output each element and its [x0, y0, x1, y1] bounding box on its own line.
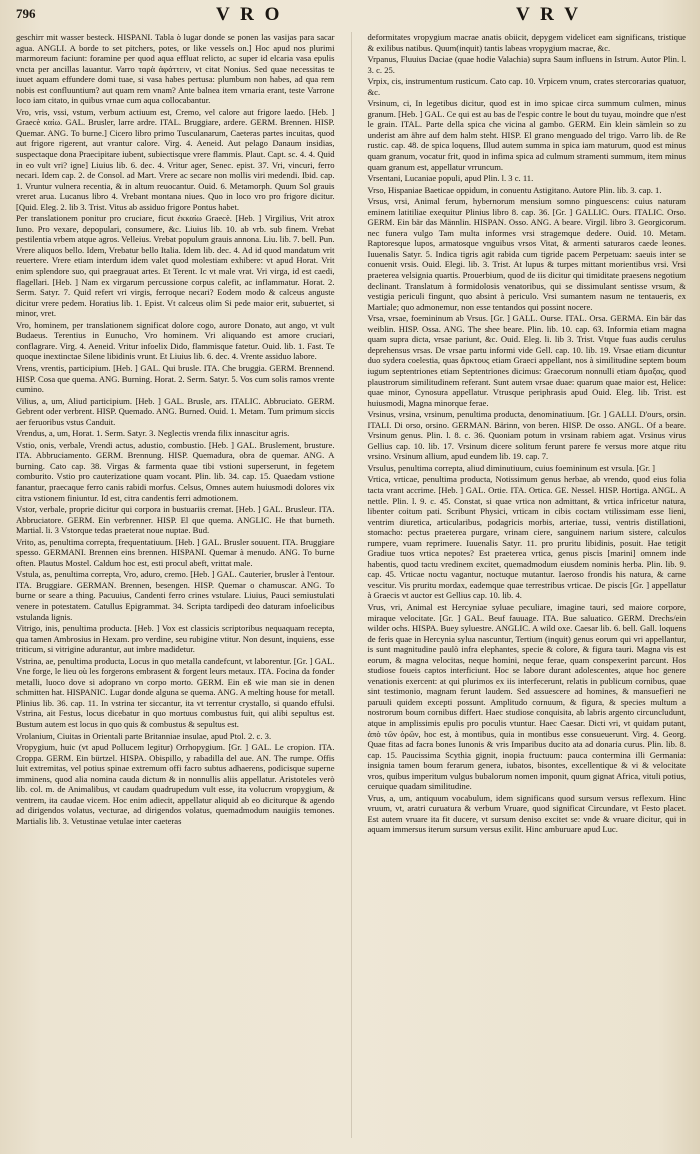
dictionary-entry: Vrsentani, Lucaniae populi, apud Plin. l. 3 c. 11.	[367, 173, 534, 184]
column-divider	[351, 32, 352, 1138]
right-column	[367, 32, 686, 1138]
page-header	[16, 6, 686, 32]
dictionary-entry: Per translationem ponitur pro cruciare, ficut ἐκκαίω Graecè. [Heb. ] Virgilius, Vrit atrox Iuno. Pro vexare, depopulari, consumere, &c. Liuius lib. 10. ab vrb. sub finem. Vrebat pestilentia vrbem atque agros. Velleius. Vrebat populum grauis annona. Liu. lib. 7. bell. Pun. Vrere aliquos bello. Idem, Vrebatur bello Italia. Idem lib. dec. 4. Ad id quod mandatum vrit reuertere. Vrere etiam interdum idem valet quod molestiam exhibere: vt apud Horat. Vrit enim splendore suo, qui praegrauat artes. Et Terent. Ic vt male vrat. Vri virga, id est caedi, flagellari. [Heb. ] Nam ex virgarum percussione corpus calefit, ac inflammatur. Horat. 2. Serm. Satyr. 7. Quid refert vri virgis, ferroque necari? Eodem modo & calceus anguste dicitur vrere pedem. Horatius lib. 1. Epist. Vt calceus olim Si pede maior erit, subuertet, si minor, vret.	[16, 213, 335, 319]
left-column	[16, 32, 335, 1138]
dictionary-entry: Vrendus, a, um, Horat. 1. Serm. Satyr. 3. Neglectis vrenda filix innascitur agris.	[16, 428, 290, 439]
dictionary-entry: Vrsulus, penultima correpta, aliud diminutiuum, cuius foemininum est vrsula. [Gr. ]	[367, 462, 656, 473]
dictionary-entry: Vitrigo, inis, penultima producta. [Heb. ] Vox est classicis scriptoribus nequaquam recepta, qua tamen Ambrosius in Hexam. pro verdine, seu rubigine vtitur. Non desunt, inquiens, esse triticum, si vitrigine adurantur, aut imbre madidetur.	[16, 623, 335, 655]
dictionary-entry: Vstor, verbale, proprie dicitur qui corpora in bustuariis cremat. [Heb. ] GAL. Brusleur. ITA. Abbruciatore. GERM. Ein verbrenner. HISP. El que quema. ANGLIC. He that burneth. Martial. li. 3 Vstorque tedas praeterat noue nuptae. Bud.	[16, 504, 335, 536]
dictionary-entry: Vrpanus, Fluuius Daciae (quae hodie Valachia) supra Saum influens in Istrum. Autor Plin. l. 3. c. 25.	[367, 54, 686, 75]
dictionary-entry: Vrsinus, vrsina, vrsinum, penultima producta, denominatiuum. [Gr. ] GALLI. D'ours, orsin. ITALI. Di orso, orsino. GERMAN. Bärinn, von beren. HISP. De osso. ANGL. Of a beare. Vrsinum genus. Plin. l. 8. c. 36. Quoniam potum in vrsinam rabiem agat. Vrsinus virus Gellius cap. 10. lib. 17. Vrsinum dicere solitum ferunt parere fe versus more atque ritu vrsino. Vrsinum allium, apud eundem lib. 19. cap. 7.	[367, 409, 686, 462]
dictionary-entry: Vro, hominem, per translationem significat dolore cogo, aurore Donato, aut ango, vt vult Budaeus. Terentius in Eunucho, Vro hominem. Vri aliquando est amore cruciari, conflagrare. Virg. 4. Aeneid. Vritur infoelix Dido, flammisque fatetur. Ouid. lib. 1. Fast. Te quoque inextinctae Silene libidinis vrunt. Et Liuius lib. 6. dec. 4. Vrente assiduo labore.	[16, 319, 335, 362]
dictionary-entry: Vrens, vrentis, participium. [Heb. ] GAL. Qui brusle. ITA. Che bruggia. GERM. Brennend. HISP. Cosa que quema. ANG. Burning. Horat. 2. Serm. Satyr. 5. Vos cum solis ramos vrente cumino.	[16, 362, 335, 395]
dictionary-entry: Vrso, Hispaniae Baeticae oppidum, in conuentu Astigitano. Autore Plin. lib. 3. cap. 1.	[367, 184, 662, 195]
dictionary-entry: Vrtica, vrticae, penultima producta, Notissimum genus herbae, ab vrendo, quod eius folia tacta vrant accrime. [Heb. ] GAL. Ortie. ITA. Ortica. GE. Nessel. HISP. Hortiga. ANGL. A nettle. Plin. l. 9. c. 45. Constat, si quae vrtica non admittant, & vrtica infricetur natura, libenter coitum pati. Scribunt Physici, vrticam in cibis coctam vtilissimam esse lieni, ventrim diuretica, articularibus, podagricis morbis, arteriae, tussi, ventris distillationi, stomacho: pectus praeterea purgare, vrinam ciere, sanguinem narium sistere, calculos rumpere, vuam reprimere. Iuuenalis Satyr. 11. pro pruritu libidinis, posuit. Hae tetigit Gradiue tuos vrtica nepotes? Est praeterea vrtica, genus piscis [marini] omnem inde habentis, quod tactu vredinem excitet, quemadmodum eiusdem nominis herba. Plin. lib. 9. cap. 45. Vrticae noctu vagantur, noctuque mutantur. Iaeroso frondis his natura, & carne vescitur. Vis pruritu mordax, eademque quae terrestribus vrticae. De piscis [Gr. ] appellatur à Graecis vt auctor est Gellius cap. 10. lib. 4.	[367, 474, 686, 601]
dictionary-entry: geschirr mit wasser besteck. HISPANI. Tabla ò lugar donde se ponen las vasijas para sacar agua. ANGLI. A borde to set pitchers, potes, or like vessels on.] Hoc apud nos plurimi marmoreum faciunt: foramine per quod aqua effluat relicto, ac super id elcaria vasa epulis vncta per ancillas lauantur. Varro ταρὰ ἀφάττειν, vt citat Nonius. Sed quae necessitas te iuuet aquam effundere domi tuae, si vasa habes pertusa: plumbum non habes, ad qua rem nobis est confluuntium? aut quam rem vnam? Ante balnea item vrnaria erant, teste Varrone loco iam citato, in quibus vrnae cum aqua collocabantur.	[16, 32, 335, 106]
dictionary-entry: Vrolanium, Ciuitas in Orientali parte Britanniae insulae, apud Ptol. 2. c. 3.	[16, 730, 272, 741]
dictionary-entry: Vrsa, vrsae, foemininum ab Vrsus. [Gr. ] GALL. Ourse. ITAL. Orsa. GERMA. Ein bär das weiblin. HISP. Ossa. ANG. The shee beare. Plin. lib. 10. cap. 63. Informia etiam magna quam supra dicta, vrsae pariunt, &c. Ouid. Eleg. li. lib 3. Trist. Vtque fuas audis cerulus deprehensus vrsas. De vrsae partu informi vide Gell. cap. 10. lib. 19. Vrsae etiam dicuntur duo sydera coelestia, quas ἄρκτους etiam Graeci appellant, nos à similitudine septem boum iugum septentriones etiam Septentriones dicimus: Graecorum nonnulli etiam ἅμαξας, quod plaustrorum similitudinem referant. Sunt autem vrsae duae: quarum quae maior est, Helice: quae minor, Cynosura appellatur. Vtrusque periphrasis apud Ouid. Eleg. lib. Trist. est huiusmodi, Magna minorque ferae.	[367, 313, 686, 408]
dictionary-entry: Vrus, a, um, antiquum vocabulum, idem significans quod sursum versus reflexum. Hinc vruum, vt, aratri curuatura & verbum Vruare, quod significat Circundare, vt Festo placet. Est autem vruare ita fit ducere, vt sursum deniso excitet se: vnde & vruare dicitur, qui in aquam immersus iterum sursum versus exilit. Hinc amburuare apud Luc.	[367, 792, 686, 835]
dictionary-entry: Vro, vris, vssi, vstum, verbum actiuum est, Cremo, vel calore aut frigore laedo. [Heb. ] Graecè καίω. GAL. Brusler, larre ardre. ITAL. Bruggiare, ardere. GERM. Brennen. HISP. Quemar. ANG. To burne.] Cicero libro primo Tusculanarum, Caeteras partes incuitas, quod aut frigore rigerent, aut vrantur calore. Virg. 4. Aeneid. Aut pelago Danaum insidias, suspectaque dona Praecipitare iubent, subiectisque vrere flammis. Plaut. Capt. sc. 4. 4. Quid in eo vult vri? igne] Liuius lib. 6. dec. 4. Vritur ager, Senec. epist. 37. Vri, vincuri, ferro necari. Idem cap. 2. de Consol. ad Mart. Vrere ac secare non mollis viri medendi. Ibid. cap. 1. Vruntur vulnera recentia, & in altum reuocantur. Ouid. 6. Metamorph. Quum Sol grauis vreret arua. Lucanus libro 4. Vrebant montana niues. Quo in loco vro pro frigore dicitur. [Quid. Eleg. 2. lib 3. Trist. Vitus ab assiduo frigore Pontus habet.	[16, 106, 335, 212]
dictionary-entry: Vrus, vri, Animal est Hercyniae syluae peculiare, imagine tauri, sed maiore corpore, miraque velocitate. [Gr. ] GAL. Beuf fauuage. ITA. Bue saluatico. GERM. Drechs/ein wilder ochs. HISPA. Buey syluestre. ANGLIC. A wild oxe. Caesar lib. 6. bell. Gall. loquens de feris quae in Hercynia sylua nascuntur, Tertium (inquit) genus eorum qui vri appellantur, is sunt magnitudine paulò infra elephantes, specie & colore, & figura tauri. Magna vis est eorum, & magna velocitas, neque homini, neque ferae, quam conspexerint parcunt. Hos studiose foueis captos interficiunt. Hoc se labore durant adolescentes, atque hoc genere venationis exercent: at qui plurimos ex iis interfecerunt, relatis in publicum cornibus, quae sint testimonio, magnam ferunt laudem. Sed assuescere ad homines, & mansuefieri ne paruuli quidem excepti possunt. Amplitudo cornuum, & figura, & species multum a nostrorum boum cornibus differt. Haec studiose conquisita, ab labris argento circuncludunt, atque in amplissimis epulis pro poculis vtuntur. Haec Caesar. Dicti vri, vt quidam putant, ἀπὸ τῶν ὀρῶν, hoc est, à montibus, quia in montibus esse consueuerunt. Virg. 4. Georg. Quae fitas ad facra bones Iunonis & vris Imparibus ducito ata ad donaria curus. Plin. lib. 8. cap. 15. Paucissima Scythia gignit, inopia fructuum: pauca contermina illi Germania: insignia tamen boum ferarum genera, iubatos, bisontes, excellentique & vi & velocitate vros, quibus imperitum vulgus bubalorum nomen imponit, quum gignat Africa, vituli potius, ceruique quadam similitudine.	[367, 601, 686, 792]
dictionary-entry: Vstula, as, penultima correpta, Vro, aduro, cremo. [Heb. ] GAL. Cauterier, brusler à l'entour. ITA. Bruggiare. GERMAN. Brennen, besengen. HISP. Quemar o chamuscar. ANG. To burne or seare a thing. Pacuuius, Candenti ferro crines vstulare. Liuius, Pauci semiustulati venere in potestatem. Catullus Epigrammat. 34. Scripta tardipedi deo daturam infoelicibus vstulanda lignis.	[16, 569, 335, 622]
dictionary-entry: Vrito, as, penultima correpta, frequentatiuum. [Heb. ] GAL. Brusler souuent. ITA. Bruggiare spesso. GERMANI. Brennen eins brennen. HISPANI. Quemar à menudo. ANG. To burne often. Plautus Mostel. Caldum hoc est, esti procul abeft, vrittat male.	[16, 536, 335, 568]
text-columns	[16, 32, 686, 1138]
dictionary-entry: Vropygium, huic (vt apud Pollucem legitur) Orrhopygium. [Gr. ] GAL. Le cropion. ITA. Croppa. GERM. Ein bürtzel. HISPA. Obispillo, y rabadilla del aue. AN. The rumpe. Offis luit extremitas, vel potius spinae extremum offi facro subtus adhaerens, podicisque superne imminens, quod alia nomina cauda dictum & in nonnullis aliis appellatur. Aristoteles verò lib. col. m. de Animalibus, vt caudam quadrupedum vult esse, ita volucrum vropygium, & ventrem, ita caudae vicem. Hoc enim adiecit, appellatur aliquid ab eo diciturque & agendo ad dirigendos volatus, vecturae, ad dirigendos volatus, quemadmodum nauigiis temones. Martialis lib. 3. Vetustinae vetulae inter caeteras	[16, 742, 335, 826]
dictionary-entry: Vstrina, ae, penultima producta, Locus in quo metalla candefcunt, vt laborentur. [Gr. ] GAL. Vne forge, le lieu où les forgerons embrasent & forgent leurs metaux. ITA. Focina da fonder metalli, luoco dove si adoprano vn corpo morto. GERM. Ein eß wie man sie in denen schmitten hat. HISPANIC. Lugar donde alguna se quema. ANG. A melting house for metall. Plinius lib. 36. cap. 11. In vstrina ter siccantur, ita vt terrentur crystallo, si quando effulsi. Vstrina, ait Festus, locus dicebatur in quo mortuus combustus fuit, qui alibi sepultus est. Bustum autem est locus in quo quis & combustus & sepultus est.	[16, 655, 335, 729]
dictionary-entry: Vrsus, vrsi, Animal ferum, hybernorum mensium somno pinguescens: cuius naturam eminem latitiliae exequitur Plinius libro 8. cap. 36. [Gr. ] GALLIC. Ours. ITALIC. Orso. GERM. Ein bär das Männlin. HISPAN. Osso. ANG. A beare. Virgil. libro 3. Georgicorum. nec funera vulgo Tam multa informes vrsi stragemque dedere. Ouid. 10. Metam. Raptoresque lupos, armatosque vnguibus vrsos Vitat, & armenti saturaros caede leones. Iuuenalis Satyr. 5. Indica tigris agit rabida cum tigride pacem Perpetuam: saeuis inter se conuenit vrsis. Ouid. Elegi. lib. 3. Trist. At lupus & turpes mittant morientibus vrsi. Vrsi praeterea velsignia quartis. Prouerbium, quod de iis dicitur qui timiditate praesens negotium declinant. Translatum à formidolosis venatoribus, qui se dissimulant sentisse vrsum, & vestigia periculi fingunt, quo absint à periculo. Vrsi sumantem nasum ne tentaueris, ex Martiale; quo admonemur, non esse tentandos qui possint nocere.	[367, 196, 686, 312]
dictionary-entry: Vilius, a, um, Aliud participium. [Heb. ] GAL. Brusle, ars. ITALIC. Abbruciato. GERM. Gebrent oder verbrent. HISP. Quemado. ANG. Burned. Ouid. 1. Metam. Tum primum siccis aer feruoribus vstus Canduit.	[16, 395, 335, 427]
dictionary-entry: deformitates vropygium macrae anatis obiicit, depygem videlicet eam significans, tristique & exilibus natibus. Quum(inquit) tantis labeas vropygium macrae, &c.	[367, 32, 686, 53]
running-head-right: V R V	[516, 4, 581, 25]
page-number: 796	[16, 6, 36, 21]
dictionary-entry: Vrsinum, ci, In legetibus dicitur, quod est in imo spicae circa summum culmen, minus granum. [Heb. ] GAL. Ce qui est au bas de l'espic contre le bout du tuyau, moindre que n'est le grain. ITAL. Parte della spica che vicina al gambo. GERM. Ein klein sämlein so zu underist am ähre auf dem halm steht. HISP. El grano menguado del trigo. Varro lib. de Re rustic. cap. 48. de spica loquens, Illud autem summa in spica iam maturum, quod est minus quam granum, vocatur frit, quod in infima spica ad culmum stramenti summum, item minus quam granum est, appellatur vrruncum.	[367, 98, 686, 172]
dictionary-entry: Vrpix, cis, instrumentum rusticum. Cato cap. 10. Vrpicem vnum, crates stercorarias quatuor, &c.	[367, 76, 686, 97]
running-head-left: V R O	[216, 4, 283, 25]
dictionary-entry: Vstio, onis, verbale, Vrendi actus, adustio, combustio. [Heb. ] GAL. Bruslement, brusture. ITA. Abbruciamento. GERM. Brennung. HISP. Quemadura, obra de quemar. ANG. A burning. Cato cap. 38. Virgas & farmenta quae tibi vstioni superserunt, in fegetem comburito. Vstio pro cauterizatione quam vocant. Plin. lib. 34. cap. 15. Quaedam vstione fanantur, praecaque ferro canis rabidi morfus. Celsus, Omnes autem huiusmodi dolores vix citra vstionem finiuntur. Id est, citra candentis ferri admotionem.	[16, 439, 335, 503]
